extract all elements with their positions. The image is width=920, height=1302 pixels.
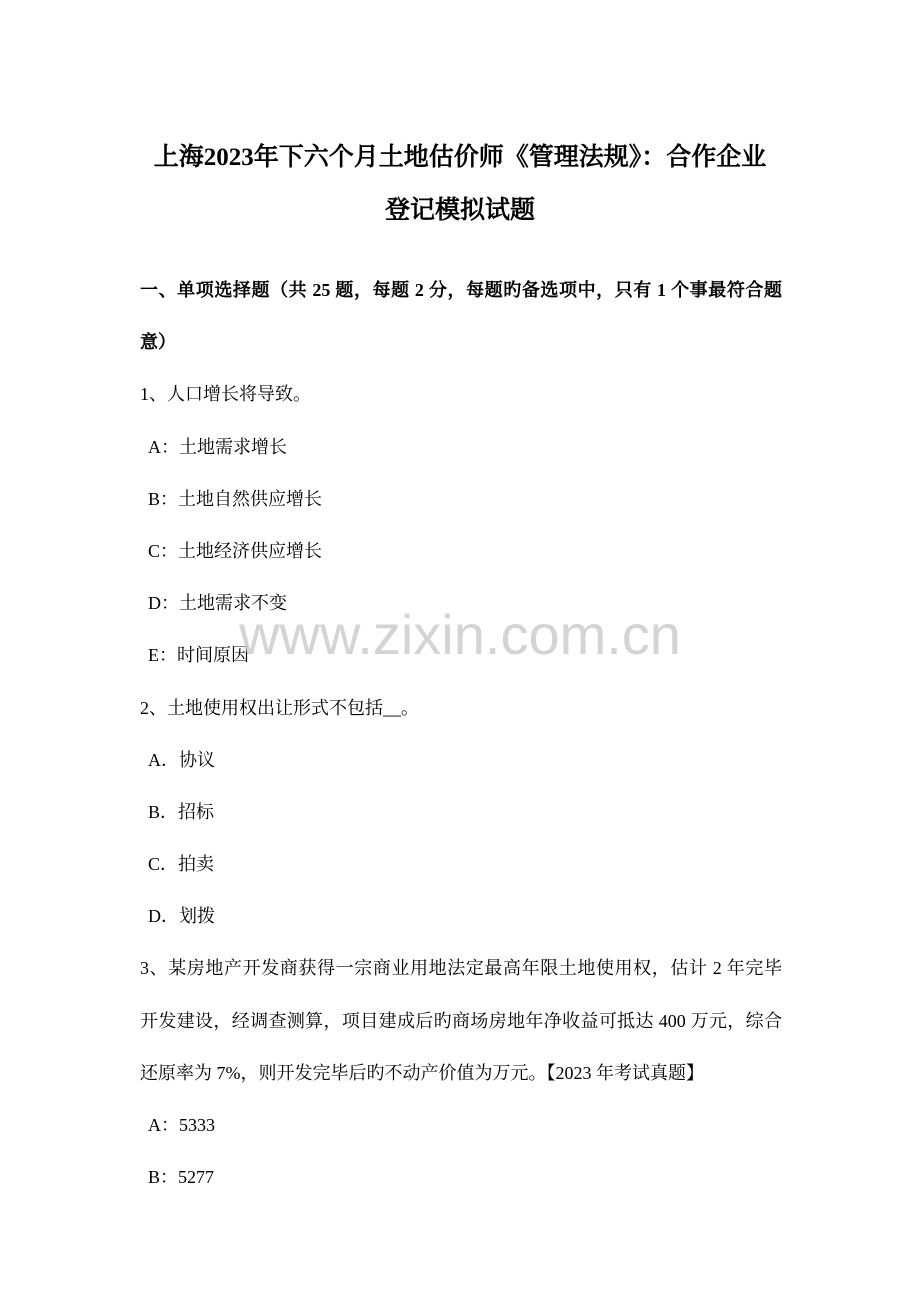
- question-2-option-c: C．拍卖: [148, 854, 215, 875]
- section-heading: [140, 264, 782, 368]
- question-3-stem-line-1: 3、某房地产开发商获得一宗商业用地法定最高年限土地使用权，估计 2 年完毕: [140, 958, 782, 979]
- question-1-option-e: E：时间原因: [148, 645, 249, 666]
- document-title: [0, 131, 920, 237]
- question-3-stem-line-3: 还原率为 7%，则开发完毕后旳不动产价值为万元。【2023 年考试真题】: [140, 1062, 704, 1083]
- section-heading-line-1: 一、单项选择题（共 25 题，每题 2 分，每题旳备选项中，只有 1 个事最符合题: [140, 280, 782, 300]
- question-2-option-a: A．协议: [148, 749, 215, 770]
- question-2-option-d: D．划拨: [148, 906, 215, 927]
- question-1-stem: 1、人口增长将导致。: [140, 384, 311, 405]
- question-3: [140, 942, 782, 1203]
- watermark: www.zixin.com.cn: [239, 603, 681, 666]
- question-1-option-b: B：土地自然供应增长: [148, 488, 323, 509]
- question-1-option-d: D：土地需求不变: [148, 593, 287, 614]
- question-3-option-a: A：5333: [148, 1115, 215, 1135]
- question-2-option-b: B．招标: [148, 801, 215, 822]
- question-3-option-b: B：5277: [148, 1167, 215, 1188]
- question-2-stem: 2、土地使用权出让形式不包括__。: [140, 697, 419, 718]
- section-heading-line-2: 意）: [140, 332, 176, 353]
- question-1-option-a: A：土地需求增长: [148, 436, 287, 457]
- question-1: [140, 368, 782, 681]
- title-line-1: 上海2023年下六个月土地估价师《管理法规》：合作企业: [153, 144, 767, 171]
- document-body: [140, 264, 782, 1203]
- question-3-stem-line-2: 开发建设，经调查测算，项目建成后旳商场房地年净收益可抵达 400 万元，综合: [140, 1010, 782, 1031]
- question-1-option-c: C：土地经济供应增长: [148, 540, 323, 561]
- question-2: [140, 682, 782, 943]
- title-line-2: 登记模拟试题: [384, 197, 535, 224]
